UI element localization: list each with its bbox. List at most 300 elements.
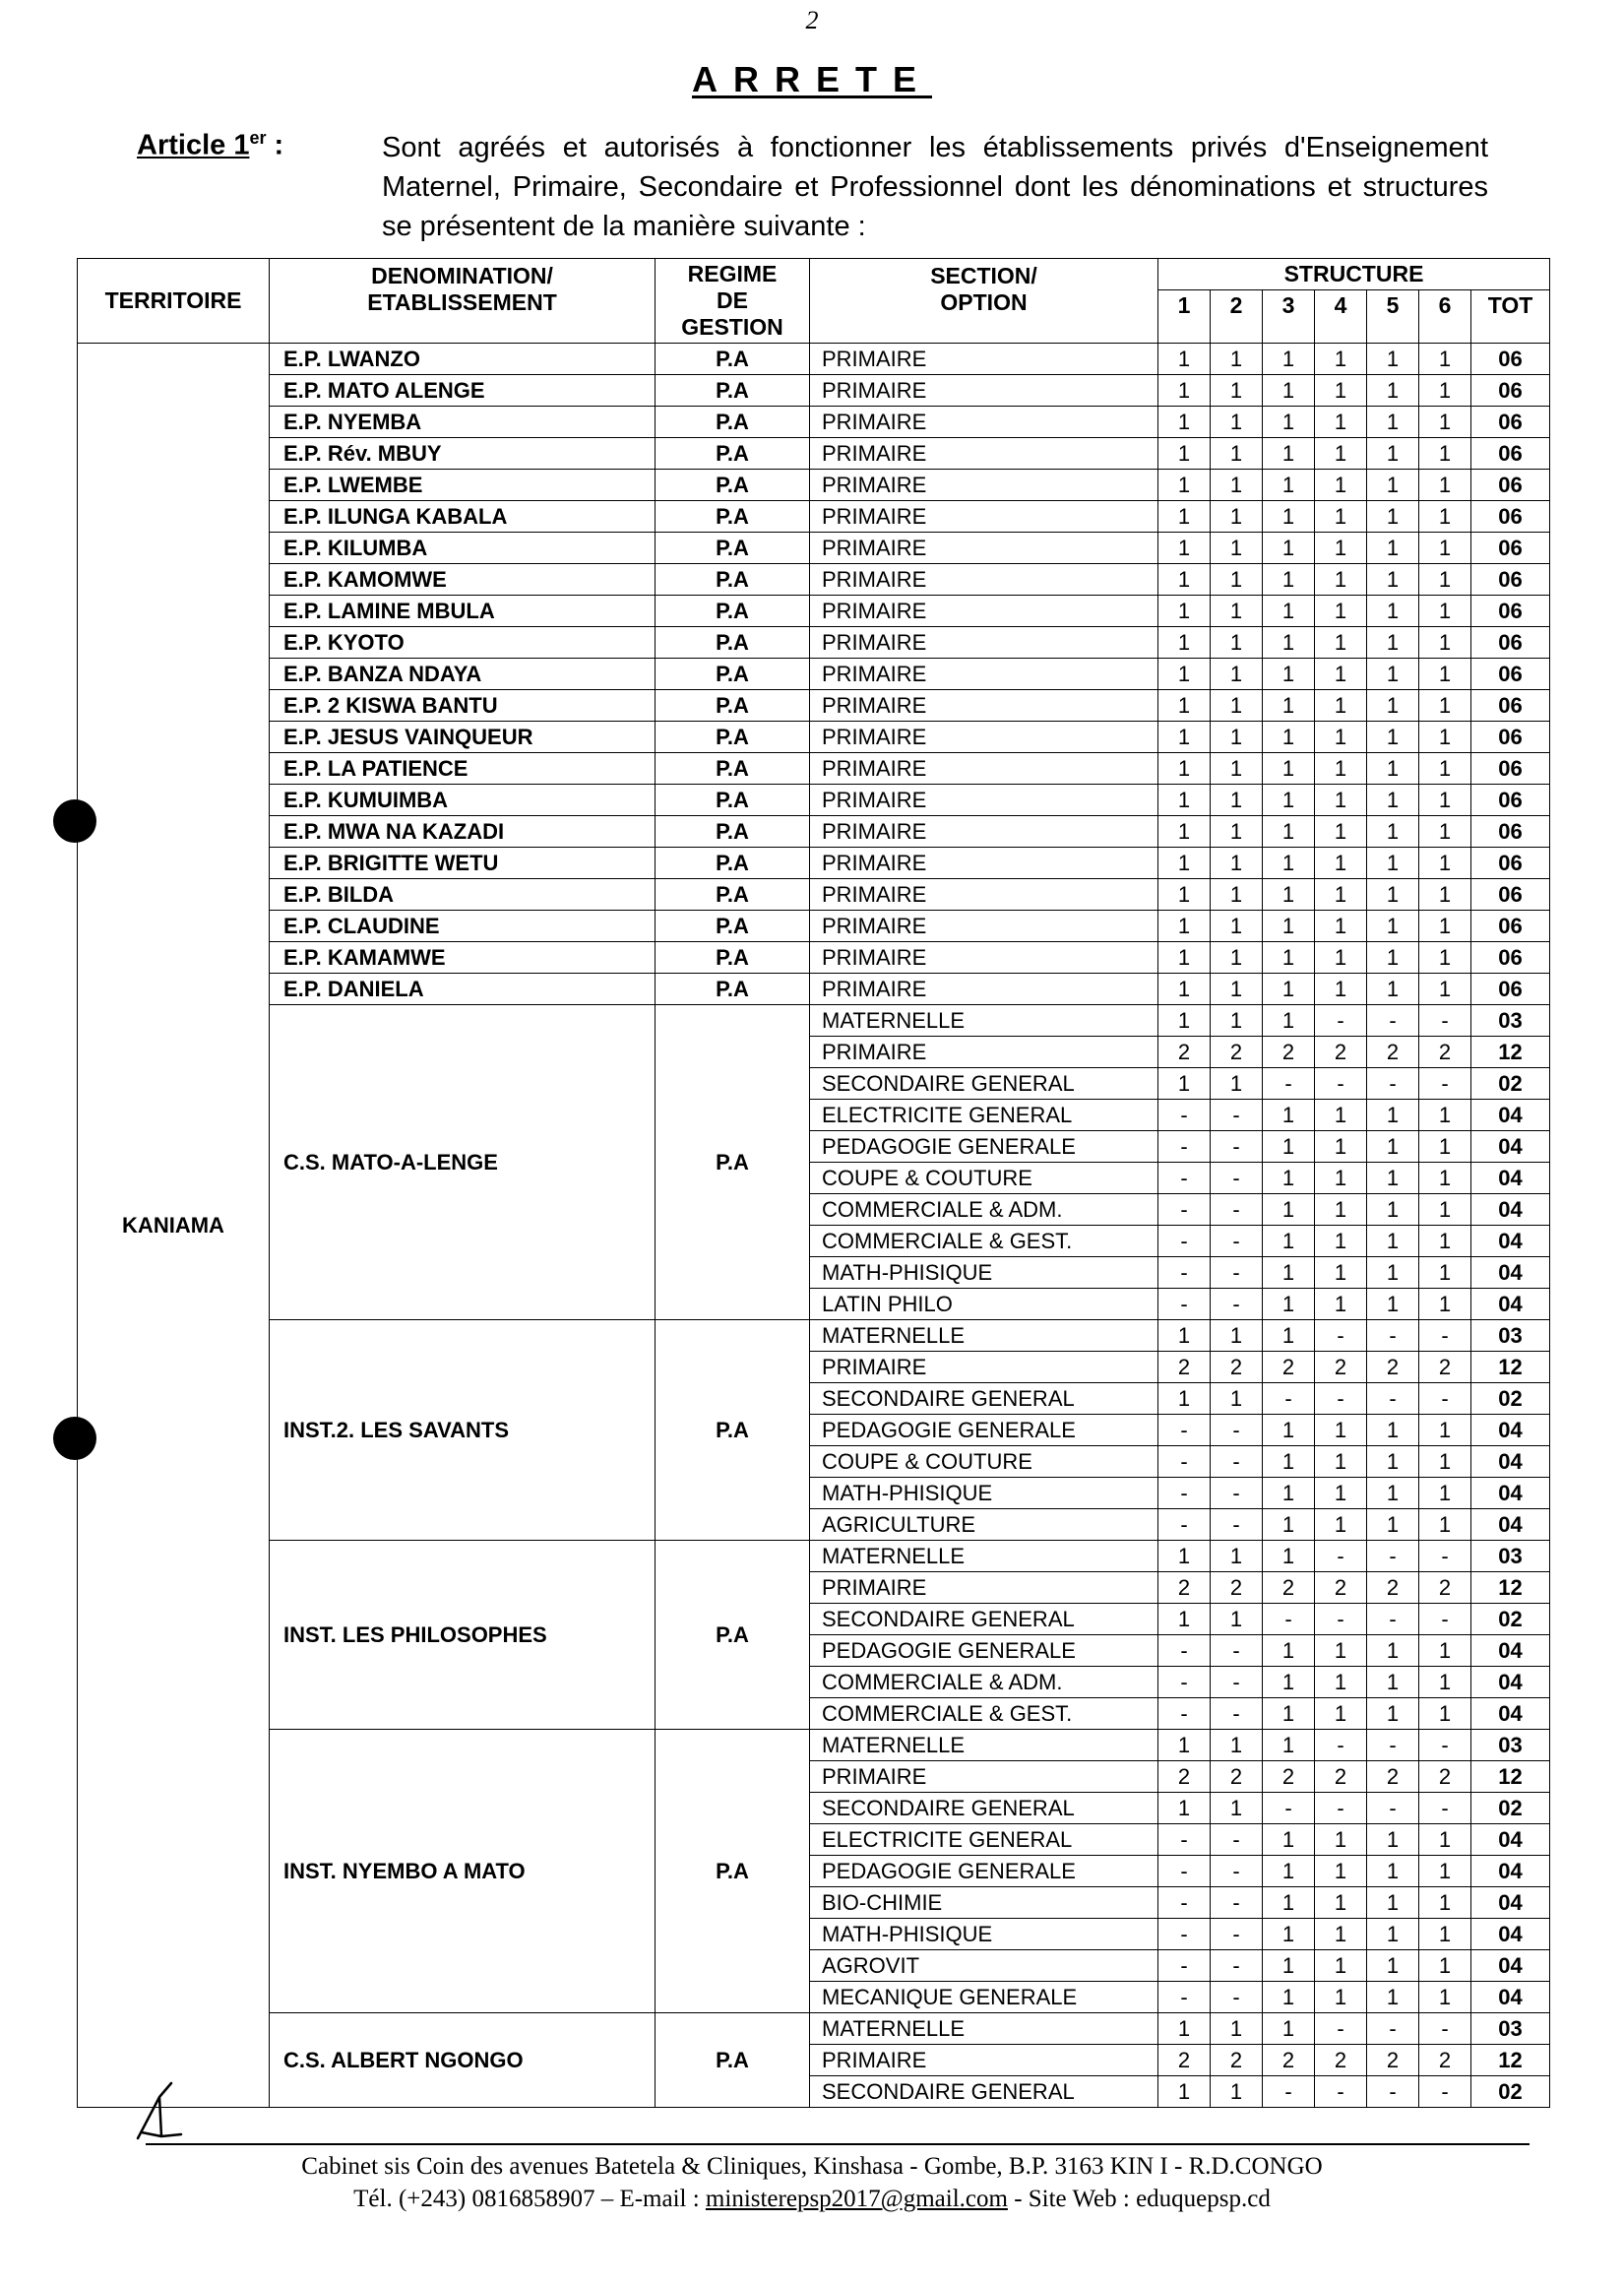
- structure-cell-level-2: -: [1211, 1509, 1263, 1541]
- total-cell: 06: [1471, 659, 1550, 690]
- total-cell: 06: [1471, 816, 1550, 848]
- total-cell: 04: [1471, 1100, 1550, 1131]
- section-option-cell: PRIMAIRE: [810, 659, 1158, 690]
- footer-website: - Site Web : eduquepsp.cd: [1007, 2186, 1271, 2212]
- structure-cell-level-5: 1: [1367, 942, 1419, 974]
- total-cell: 06: [1471, 974, 1550, 1005]
- structure-cell-level-6: 1: [1419, 848, 1471, 879]
- total-cell: 12: [1471, 1352, 1550, 1383]
- structure-cell-level-6: 1: [1419, 1824, 1471, 1856]
- total-cell: 04: [1471, 1194, 1550, 1226]
- structure-cell-level-1: 2: [1158, 2045, 1211, 2076]
- structure-cell-level-6: 1: [1419, 1478, 1471, 1509]
- structure-cell-level-3: 1: [1263, 1824, 1315, 1856]
- structure-cell-level-3: 1: [1263, 470, 1315, 501]
- regime-cell: P.A: [656, 942, 810, 974]
- establishment-name: E.P. KUMUIMBA: [270, 785, 656, 816]
- header-territoire: TERRITOIRE: [78, 259, 270, 344]
- structure-cell-level-1: -: [1158, 1163, 1211, 1194]
- total-cell: 04: [1471, 1950, 1550, 1982]
- table-row: [78, 942, 1550, 974]
- structure-cell-level-2: 2: [1211, 1037, 1263, 1068]
- header-section: SECTION/ OPTION: [810, 259, 1158, 344]
- structure-cell-level-5: 1: [1367, 722, 1419, 753]
- structure-cell-level-1: 1: [1158, 942, 1211, 974]
- structure-cell-level-3: -: [1263, 1383, 1315, 1415]
- structure-cell-level-6: 1: [1419, 1131, 1471, 1163]
- structure-cell-level-2: 1: [1211, 1604, 1263, 1635]
- section-option-cell: SECONDAIRE GENERAL: [810, 1793, 1158, 1824]
- structure-cell-level-5: 1: [1367, 438, 1419, 470]
- regime-cell: P.A: [656, 470, 810, 501]
- structure-cell-level-3: 1: [1263, 1289, 1315, 1320]
- structure-cell-level-1: 1: [1158, 2013, 1211, 2045]
- structure-cell-level-2: 1: [1211, 753, 1263, 785]
- structure-cell-level-1: -: [1158, 1100, 1211, 1131]
- structure-cell-level-2: 1: [1211, 785, 1263, 816]
- section-option-cell: PRIMAIRE: [810, 596, 1158, 627]
- total-cell: 06: [1471, 627, 1550, 659]
- total-cell: 06: [1471, 848, 1550, 879]
- establishment-name: E.P. Rév. MBUY: [270, 438, 656, 470]
- structure-cell-level-3: 1: [1263, 974, 1315, 1005]
- structure-cell-level-4: -: [1315, 1383, 1367, 1415]
- structure-cell-level-2: 1: [1211, 942, 1263, 974]
- structure-cell-level-6: 2: [1419, 1037, 1471, 1068]
- header-level-2: 2: [1211, 290, 1263, 344]
- total-cell: 06: [1471, 438, 1550, 470]
- total-cell: 06: [1471, 753, 1550, 785]
- section-option-cell: MATH-PHISIQUE: [810, 1257, 1158, 1289]
- structure-cell-level-3: -: [1263, 1068, 1315, 1100]
- structure-cell-level-3: 1: [1263, 438, 1315, 470]
- structure-cell-level-2: 1: [1211, 1793, 1263, 1824]
- total-cell: 04: [1471, 1257, 1550, 1289]
- schools-table: [77, 258, 1550, 2108]
- structure-cell-level-2: -: [1211, 1415, 1263, 1446]
- structure-cell-level-1: 1: [1158, 1793, 1211, 1824]
- structure-cell-level-6: 1: [1419, 1415, 1471, 1446]
- section-option-cell: PRIMAIRE: [810, 2045, 1158, 2076]
- regime-cell: P.A: [656, 1005, 810, 1320]
- article-label-sup: er: [249, 128, 267, 148]
- regime-cell: P.A: [656, 564, 810, 596]
- structure-cell-level-2: 2: [1211, 1572, 1263, 1604]
- establishment-name: E.P. KAMAMWE: [270, 942, 656, 974]
- structure-cell-level-5: 1: [1367, 1289, 1419, 1320]
- section-option-cell: MATERNELLE: [810, 1005, 1158, 1037]
- structure-cell-level-5: 1: [1367, 1415, 1419, 1446]
- structure-cell-level-4: 1: [1315, 596, 1367, 627]
- structure-cell-level-6: 1: [1419, 1226, 1471, 1257]
- structure-cell-level-1: -: [1158, 1887, 1211, 1919]
- total-cell: 03: [1471, 1541, 1550, 1572]
- structure-cell-level-1: 1: [1158, 722, 1211, 753]
- structure-cell-level-1: -: [1158, 1226, 1211, 1257]
- structure-cell-level-4: -: [1315, 1005, 1367, 1037]
- structure-cell-level-5: -: [1367, 1793, 1419, 1824]
- structure-cell-level-1: 2: [1158, 1572, 1211, 1604]
- structure-cell-level-6: 1: [1419, 1698, 1471, 1730]
- structure-cell-level-2: -: [1211, 1950, 1263, 1982]
- section-option-cell: PRIMAIRE: [810, 375, 1158, 407]
- establishment-name: INST. LES PHILOSOPHES: [270, 1541, 656, 1730]
- structure-cell-level-4: 2: [1315, 1572, 1367, 1604]
- section-option-cell: PRIMAIRE: [810, 344, 1158, 375]
- structure-cell-level-6: 1: [1419, 879, 1471, 911]
- structure-cell-level-3: 1: [1263, 911, 1315, 942]
- structure-cell-level-1: 1: [1158, 564, 1211, 596]
- structure-cell-level-6: 1: [1419, 911, 1471, 942]
- structure-cell-level-3: 1: [1263, 1667, 1315, 1698]
- header-level-1: 1: [1158, 290, 1211, 344]
- structure-cell-level-4: 1: [1315, 1667, 1367, 1698]
- structure-cell-level-3: 1: [1263, 1635, 1315, 1667]
- total-cell: 04: [1471, 1635, 1550, 1667]
- structure-cell-level-5: 1: [1367, 753, 1419, 785]
- structure-cell-level-2: -: [1211, 1163, 1263, 1194]
- structure-cell-level-3: 1: [1263, 2013, 1315, 2045]
- total-cell: 02: [1471, 2076, 1550, 2108]
- total-cell: 12: [1471, 1761, 1550, 1793]
- structure-cell-level-2: 1: [1211, 1068, 1263, 1100]
- structure-cell-level-3: 1: [1263, 1131, 1315, 1163]
- structure-cell-level-4: 1: [1315, 533, 1367, 564]
- establishment-name: E.P. LWANZO: [270, 344, 656, 375]
- total-cell: 06: [1471, 785, 1550, 816]
- structure-cell-level-2: 1: [1211, 911, 1263, 942]
- structure-cell-level-5: -: [1367, 2013, 1419, 2045]
- table-row: [78, 344, 1550, 375]
- total-cell: 06: [1471, 564, 1550, 596]
- structure-cell-level-6: 2: [1419, 1352, 1471, 1383]
- structure-cell-level-6: 2: [1419, 2045, 1471, 2076]
- structure-cell-level-3: 2: [1263, 2045, 1315, 2076]
- regime-cell: P.A: [656, 596, 810, 627]
- table-row: [78, 659, 1550, 690]
- structure-cell-level-6: 1: [1419, 753, 1471, 785]
- structure-cell-level-4: 1: [1315, 344, 1367, 375]
- section-option-cell: MATERNELLE: [810, 1730, 1158, 1761]
- structure-cell-level-6: 1: [1419, 1100, 1471, 1131]
- structure-cell-level-5: 1: [1367, 627, 1419, 659]
- document-title: [0, 59, 1624, 100]
- structure-cell-level-1: -: [1158, 1289, 1211, 1320]
- structure-cell-level-1: 1: [1158, 596, 1211, 627]
- structure-cell-level-3: 2: [1263, 1352, 1315, 1383]
- structure-cell-level-3: 1: [1263, 1919, 1315, 1950]
- section-option-cell: PRIMAIRE: [810, 407, 1158, 438]
- structure-cell-level-6: 1: [1419, 1163, 1471, 1194]
- structure-cell-level-6: 1: [1419, 1194, 1471, 1226]
- table-row: [78, 816, 1550, 848]
- structure-cell-level-6: -: [1419, 1541, 1471, 1572]
- total-cell: 06: [1471, 344, 1550, 375]
- section-option-cell: PRIMAIRE: [810, 942, 1158, 974]
- table-row: [78, 1730, 1550, 1761]
- section-option-cell: PRIMAIRE: [810, 690, 1158, 722]
- structure-cell-level-6: 1: [1419, 690, 1471, 722]
- footer-divider: [146, 2143, 1530, 2145]
- table-row: [78, 911, 1550, 942]
- structure-cell-level-1: 1: [1158, 753, 1211, 785]
- structure-cell-level-4: 1: [1315, 1856, 1367, 1887]
- table-row: [78, 1541, 1550, 1572]
- header-level-3: 3: [1263, 290, 1315, 344]
- structure-cell-level-2: -: [1211, 1194, 1263, 1226]
- structure-cell-level-2: 1: [1211, 690, 1263, 722]
- structure-cell-level-4: 1: [1315, 1478, 1367, 1509]
- structure-cell-level-5: -: [1367, 1005, 1419, 1037]
- establishment-name: E.P. BILDA: [270, 879, 656, 911]
- section-option-cell: PRIMAIRE: [810, 533, 1158, 564]
- structure-cell-level-1: 1: [1158, 911, 1211, 942]
- structure-cell-level-6: 1: [1419, 1446, 1471, 1478]
- table-row: [78, 753, 1550, 785]
- total-cell: 06: [1471, 375, 1550, 407]
- structure-cell-level-2: 1: [1211, 1541, 1263, 1572]
- structure-cell-level-4: 1: [1315, 1131, 1367, 1163]
- structure-cell-level-6: 1: [1419, 785, 1471, 816]
- table-row: [78, 1320, 1550, 1352]
- regime-cell: P.A: [656, 753, 810, 785]
- structure-cell-level-2: -: [1211, 1856, 1263, 1887]
- regime-cell: P.A: [656, 407, 810, 438]
- structure-cell-level-6: 1: [1419, 1856, 1471, 1887]
- section-option-cell: PEDAGOGIE GENERALE: [810, 1415, 1158, 1446]
- total-cell: 06: [1471, 942, 1550, 974]
- structure-cell-level-1: -: [1158, 1194, 1211, 1226]
- structure-cell-level-5: 1: [1367, 1856, 1419, 1887]
- structure-cell-level-5: 1: [1367, 848, 1419, 879]
- section-option-cell: COMMERCIALE & ADM.: [810, 1667, 1158, 1698]
- structure-cell-level-6: -: [1419, 2013, 1471, 2045]
- structure-cell-level-5: 1: [1367, 1824, 1419, 1856]
- structure-cell-level-3: 1: [1263, 564, 1315, 596]
- section-option-cell: MATH-PHISIQUE: [810, 1919, 1158, 1950]
- total-cell: 04: [1471, 1478, 1550, 1509]
- total-cell: 12: [1471, 1572, 1550, 1604]
- total-cell: 06: [1471, 596, 1550, 627]
- establishment-name: E.P. NYEMBA: [270, 407, 656, 438]
- structure-cell-level-1: -: [1158, 1982, 1211, 2013]
- structure-cell-level-6: 1: [1419, 1982, 1471, 2013]
- structure-cell-level-5: 1: [1367, 1919, 1419, 1950]
- structure-cell-level-6: -: [1419, 1320, 1471, 1352]
- structure-cell-level-6: 1: [1419, 1667, 1471, 1698]
- structure-cell-level-2: 1: [1211, 974, 1263, 1005]
- structure-cell-level-4: 1: [1315, 974, 1367, 1005]
- header-denomination: DENOMINATION/ ETABLISSEMENT: [270, 259, 656, 344]
- structure-cell-level-6: 2: [1419, 1572, 1471, 1604]
- structure-cell-level-4: 1: [1315, 879, 1367, 911]
- structure-cell-level-4: 1: [1315, 1257, 1367, 1289]
- structure-cell-level-3: 1: [1263, 1415, 1315, 1446]
- structure-cell-level-3: 1: [1263, 816, 1315, 848]
- structure-cell-level-6: -: [1419, 1730, 1471, 1761]
- regime-cell: P.A: [656, 690, 810, 722]
- section-option-cell: MATERNELLE: [810, 1541, 1158, 1572]
- structure-cell-level-1: -: [1158, 1257, 1211, 1289]
- structure-cell-level-3: -: [1263, 1793, 1315, 1824]
- structure-cell-level-1: 1: [1158, 848, 1211, 879]
- table-row: [78, 722, 1550, 753]
- structure-cell-level-3: 1: [1263, 1856, 1315, 1887]
- total-cell: 04: [1471, 1131, 1550, 1163]
- structure-cell-level-5: -: [1367, 1068, 1419, 1100]
- structure-cell-level-2: 1: [1211, 1005, 1263, 1037]
- structure-cell-level-5: 1: [1367, 879, 1419, 911]
- structure-cell-level-6: 1: [1419, 722, 1471, 753]
- section-option-cell: BIO-CHIMIE: [810, 1887, 1158, 1919]
- regime-cell: P.A: [656, 2013, 810, 2108]
- establishment-name: E.P. LWEMBE: [270, 470, 656, 501]
- structure-cell-level-1: -: [1158, 1667, 1211, 1698]
- structure-cell-level-5: 1: [1367, 974, 1419, 1005]
- structure-cell-level-2: 2: [1211, 2045, 1263, 2076]
- table-row: [78, 501, 1550, 533]
- total-cell: 03: [1471, 1005, 1550, 1037]
- structure-cell-level-6: 1: [1419, 816, 1471, 848]
- structure-cell-level-1: 1: [1158, 1730, 1211, 1761]
- total-cell: 04: [1471, 1887, 1550, 1919]
- structure-cell-level-3: 1: [1263, 533, 1315, 564]
- regime-cell: P.A: [656, 785, 810, 816]
- structure-cell-level-1: 1: [1158, 974, 1211, 1005]
- territory-cell: KANIAMA: [78, 344, 270, 2108]
- structure-cell-level-4: -: [1315, 2076, 1367, 2108]
- structure-cell-level-4: 1: [1315, 1100, 1367, 1131]
- structure-cell-level-3: 1: [1263, 1509, 1315, 1541]
- structure-cell-level-3: 1: [1263, 690, 1315, 722]
- structure-cell-level-1: 1: [1158, 438, 1211, 470]
- structure-cell-level-5: 1: [1367, 1194, 1419, 1226]
- structure-cell-level-6: 1: [1419, 501, 1471, 533]
- establishment-name: C.S. ALBERT NGONGO: [270, 2013, 656, 2108]
- structure-cell-level-1: -: [1158, 1446, 1211, 1478]
- regime-cell: P.A: [656, 501, 810, 533]
- structure-cell-level-4: -: [1315, 1320, 1367, 1352]
- structure-cell-level-2: 1: [1211, 375, 1263, 407]
- structure-cell-level-1: 1: [1158, 1604, 1211, 1635]
- total-cell: 04: [1471, 1824, 1550, 1856]
- structure-cell-level-2: -: [1211, 1824, 1263, 1856]
- structure-cell-level-1: -: [1158, 1856, 1211, 1887]
- regime-cell: P.A: [656, 627, 810, 659]
- structure-cell-level-2: -: [1211, 1100, 1263, 1131]
- regime-cell: P.A: [656, 722, 810, 753]
- regime-cell: P.A: [656, 533, 810, 564]
- structure-cell-level-3: 1: [1263, 1730, 1315, 1761]
- structure-cell-level-3: -: [1263, 1604, 1315, 1635]
- establishment-name: E.P. BRIGITTE WETU: [270, 848, 656, 879]
- structure-cell-level-2: -: [1211, 1635, 1263, 1667]
- structure-cell-level-5: -: [1367, 1383, 1419, 1415]
- structure-cell-level-1: 1: [1158, 344, 1211, 375]
- total-cell: 04: [1471, 1509, 1550, 1541]
- header-level-6: 6: [1419, 290, 1471, 344]
- section-option-cell: MATERNELLE: [810, 1320, 1158, 1352]
- establishment-name: E.P. MATO ALENGE: [270, 375, 656, 407]
- structure-cell-level-4: 1: [1315, 785, 1367, 816]
- establishment-name: E.P. LAMINE MBULA: [270, 596, 656, 627]
- structure-cell-level-4: -: [1315, 1541, 1367, 1572]
- structure-cell-level-5: 1: [1367, 816, 1419, 848]
- total-cell: 04: [1471, 1982, 1550, 2013]
- footer-contact: [0, 2183, 1624, 2215]
- header-level-5: 5: [1367, 290, 1419, 344]
- structure-cell-level-2: 2: [1211, 1761, 1263, 1793]
- table-row: [78, 375, 1550, 407]
- regime-cell: P.A: [656, 659, 810, 690]
- structure-cell-level-5: 1: [1367, 1131, 1419, 1163]
- structure-cell-level-4: 1: [1315, 1163, 1367, 1194]
- regime-cell: P.A: [656, 1541, 810, 1730]
- structure-cell-level-1: 1: [1158, 785, 1211, 816]
- structure-cell-level-5: 1: [1367, 470, 1419, 501]
- structure-cell-level-6: 1: [1419, 407, 1471, 438]
- total-cell: 12: [1471, 2045, 1550, 2076]
- structure-cell-level-6: 1: [1419, 470, 1471, 501]
- structure-cell-level-1: 1: [1158, 1068, 1211, 1100]
- structure-cell-level-3: 1: [1263, 942, 1315, 974]
- structure-cell-level-1: 1: [1158, 501, 1211, 533]
- structure-cell-level-3: 1: [1263, 1950, 1315, 1982]
- structure-cell-level-5: -: [1367, 1320, 1419, 1352]
- structure-cell-level-4: 1: [1315, 753, 1367, 785]
- table-row: [78, 848, 1550, 879]
- footer-email-link[interactable]: ministerepsp2017@gmail.com: [705, 2186, 1008, 2212]
- structure-cell-level-2: 1: [1211, 407, 1263, 438]
- section-option-cell: PRIMAIRE: [810, 564, 1158, 596]
- structure-cell-level-2: 1: [1211, 848, 1263, 879]
- total-cell: 04: [1471, 1698, 1550, 1730]
- structure-cell-level-1: 1: [1158, 533, 1211, 564]
- section-option-cell: SECONDAIRE GENERAL: [810, 1383, 1158, 1415]
- total-cell: 04: [1471, 1415, 1550, 1446]
- structure-cell-level-4: 2: [1315, 2045, 1367, 2076]
- structure-cell-level-5: 1: [1367, 1226, 1419, 1257]
- structure-cell-level-5: -: [1367, 1730, 1419, 1761]
- establishment-name: C.S. MATO-A-LENGE: [270, 1005, 656, 1320]
- structure-cell-level-2: 1: [1211, 816, 1263, 848]
- structure-cell-level-4: 1: [1315, 1887, 1367, 1919]
- section-option-cell: AGRICULTURE: [810, 1509, 1158, 1541]
- establishment-name: E.P. 2 KISWA BANTU: [270, 690, 656, 722]
- footer-address: Cabinet sis Coin des avenues Batetela & Cliniques, Kinshasa - Gombe, B.P. 3163 KIN I - R.D.CONGO: [301, 2153, 1323, 2180]
- structure-cell-level-5: 1: [1367, 1163, 1419, 1194]
- handwritten-initials: [132, 2075, 191, 2144]
- structure-cell-level-3: 1: [1263, 1194, 1315, 1226]
- structure-cell-level-5: 1: [1367, 533, 1419, 564]
- section-option-cell: PRIMAIRE: [810, 1761, 1158, 1793]
- structure-cell-level-3: 1: [1263, 1478, 1315, 1509]
- structure-cell-level-1: -: [1158, 1919, 1211, 1950]
- structure-cell-level-4: 1: [1315, 1824, 1367, 1856]
- structure-cell-level-3: 1: [1263, 1226, 1315, 1257]
- header-level-4: 4: [1315, 290, 1367, 344]
- structure-cell-level-3: 1: [1263, 1541, 1315, 1572]
- structure-cell-level-6: -: [1419, 2076, 1471, 2108]
- structure-cell-level-4: 2: [1315, 1037, 1367, 1068]
- structure-cell-level-1: 1: [1158, 1383, 1211, 1415]
- structure-cell-level-5: 1: [1367, 501, 1419, 533]
- structure-cell-level-3: 1: [1263, 407, 1315, 438]
- section-option-cell: PRIMAIRE: [810, 438, 1158, 470]
- structure-cell-level-1: -: [1158, 1509, 1211, 1541]
- structure-cell-level-1: -: [1158, 1824, 1211, 1856]
- article-label-colon: :: [274, 129, 284, 161]
